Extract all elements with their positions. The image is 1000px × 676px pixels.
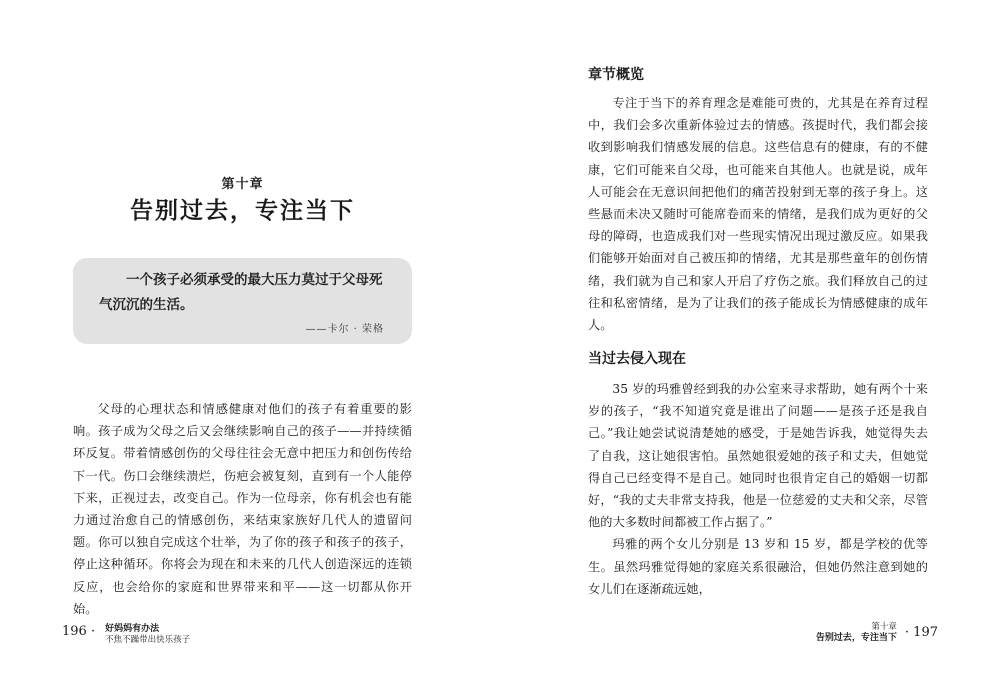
footer-chapter-label: 第十章 (871, 622, 897, 632)
section-heading-past: 当过去侵入现在 (588, 351, 686, 367)
past-paragraph-2: 玛雅的两个女儿分别是 13 岁和 15 岁，都是学校的优等生。虽然玛雅觉得她的家庭关系很融洽，但她仍然注意到她的女儿们在逐渐疏远她， (588, 537, 928, 596)
section-past-body (588, 378, 928, 600)
footer-chapter-title: 告别过去，专注当下 (815, 633, 897, 643)
right-footer (816, 622, 938, 644)
epigraph-box (73, 258, 412, 344)
section-heading-overview: 章节概览 (588, 67, 644, 83)
overview-paragraph: 专注于当下的养育理念是难能可贵的，尤其是在养育过程中，我们会多次重新体验过去的情感。孩提时代，我们都会接收到影响我们情感发展的信息。这些信息有的健康，有的不健康，它们可能来自父母，也可能来自其他人。也就是说，成年人可能会在无意识间把他们的痛苦投射到无辜的孩子身上。这些悬而未决又随时可能席卷而来的情绪，是我们成为更好的父母的障碍，也造成我们对一些现实情况出现过激反应。如果我们能够开始面对自己被压抑的情绪，尤其是那些童年的创伤情绪，我们就为自己和家人开启了疗伤之旅。我们释放自己的过往和私密情绪，是为了让我们的孩子能成长为情感健康的成年人。 (588, 96, 928, 333)
page-number-right: · 197 (904, 625, 938, 640)
epigraph-author: ——卡尔 · 荣格 (305, 324, 384, 335)
page-number-left: 196 · (62, 624, 96, 639)
chapter-title: 告别过去，专注当下 (130, 197, 355, 224)
right-page (500, 0, 1000, 676)
intro-paragraph: 父母的心理状态和情感健康对他们的孩子有着重要的影响。孩子成为父母之后又会继续影响自己的孩子——并持续循环反复。带着情感创伤的父母往往会无意中把压力和创伤传给下一代。伤口会继续溃烂，伤疤会被复刻，直到有一个人能停下来，正视过去，改变自己。作为一位母亲，你有机会也有能力通过治愈自己的情感创伤，来结束家族好几代人的遗留问题。你可以独自完成这个壮举，为了你的孩子和孩子的孩子，停止这种循环。你将会为现在和未来的几代人创造深远的连锁反应，也会给你的家庭和世界带来和平——这一切都从你开始。 (73, 402, 412, 616)
past-paragraph-1: 35 岁的玛雅曾经到我的办公室来寻求帮助，她有两个十来岁的孩子，“我不知道究竟是谁出了问题——是孩子还是我自己。”我让她尝试说清楚她的感受，于是她告诉我，她觉得失去了自我，这让她很害怕。虽然她很爱她的孩子和丈夫，但她觉得自己已经变得不是自己。她同时也很肯定自己的婚姻一切都好，“我的丈夫非常支持我，他是一位慈爱的丈夫和父亲，尽管他的大多数时间都被工作占据了。” (588, 382, 928, 530)
epigraph-text: 一个孩子必须承受的最大压力莫过于父母死气沉沉的生活。 (99, 272, 383, 313)
section-overview-body (588, 92, 928, 336)
running-header-chapter (816, 622, 897, 644)
book-subtitle: 不焦不躁带出快乐孩子 (105, 635, 191, 645)
book-title: 好妈妈有办法 (105, 624, 160, 634)
chapter-intro (73, 398, 412, 620)
chapter-number: 第十章 (221, 177, 264, 192)
running-header-book (105, 624, 190, 646)
left-footer (62, 624, 190, 646)
